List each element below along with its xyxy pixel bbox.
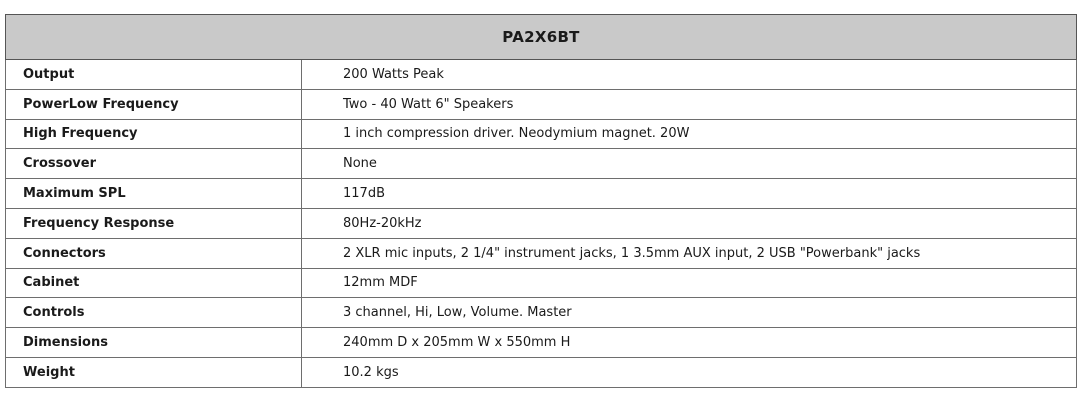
row-label: Weight (6, 357, 302, 387)
row-value: 10.2 kgs (302, 357, 1077, 387)
table-row (6, 179, 1077, 209)
row-value: 200 Watts Peak (302, 60, 1077, 90)
row-value: 2 XLR mic inputs, 2 1/4" instrument jacks, 1 3.5mm AUX input, 2 USB "Powerbank" jacks (302, 238, 1077, 268)
table-row (6, 89, 1077, 119)
table-row (6, 357, 1077, 387)
row-label: Dimensions (6, 328, 302, 358)
row-value: Two - 40 Watt 6" Speakers (302, 89, 1077, 119)
table-header-row (6, 15, 1077, 60)
spec-table (5, 14, 1077, 388)
table-row (6, 149, 1077, 179)
table-row (6, 60, 1077, 90)
table-row (6, 238, 1077, 268)
table-row (6, 298, 1077, 328)
row-label: Connectors (6, 238, 302, 268)
table-row (6, 208, 1077, 238)
table-row (6, 268, 1077, 298)
row-value: 240mm D x 205mm W x 550mm H (302, 328, 1077, 358)
row-label: Cabinet (6, 268, 302, 298)
row-value: 1 inch compression driver. Neodymium magnet. 20W (302, 119, 1077, 149)
row-value: 117dB (302, 179, 1077, 209)
row-label: PowerLow Frequency (6, 89, 302, 119)
table-row (6, 119, 1077, 149)
row-label: Crossover (6, 149, 302, 179)
table-row (6, 328, 1077, 358)
row-value: 3 channel, Hi, Low, Volume. Master (302, 298, 1077, 328)
row-label: Maximum SPL (6, 179, 302, 209)
row-value: None (302, 149, 1077, 179)
row-label: Controls (6, 298, 302, 328)
row-label: Output (6, 60, 302, 90)
row-value: 12mm MDF (302, 268, 1077, 298)
row-value: 80Hz-20kHz (302, 208, 1077, 238)
row-label: High Frequency (6, 119, 302, 149)
table-title: PA2X6BT (6, 15, 1077, 60)
row-label: Frequency Response (6, 208, 302, 238)
